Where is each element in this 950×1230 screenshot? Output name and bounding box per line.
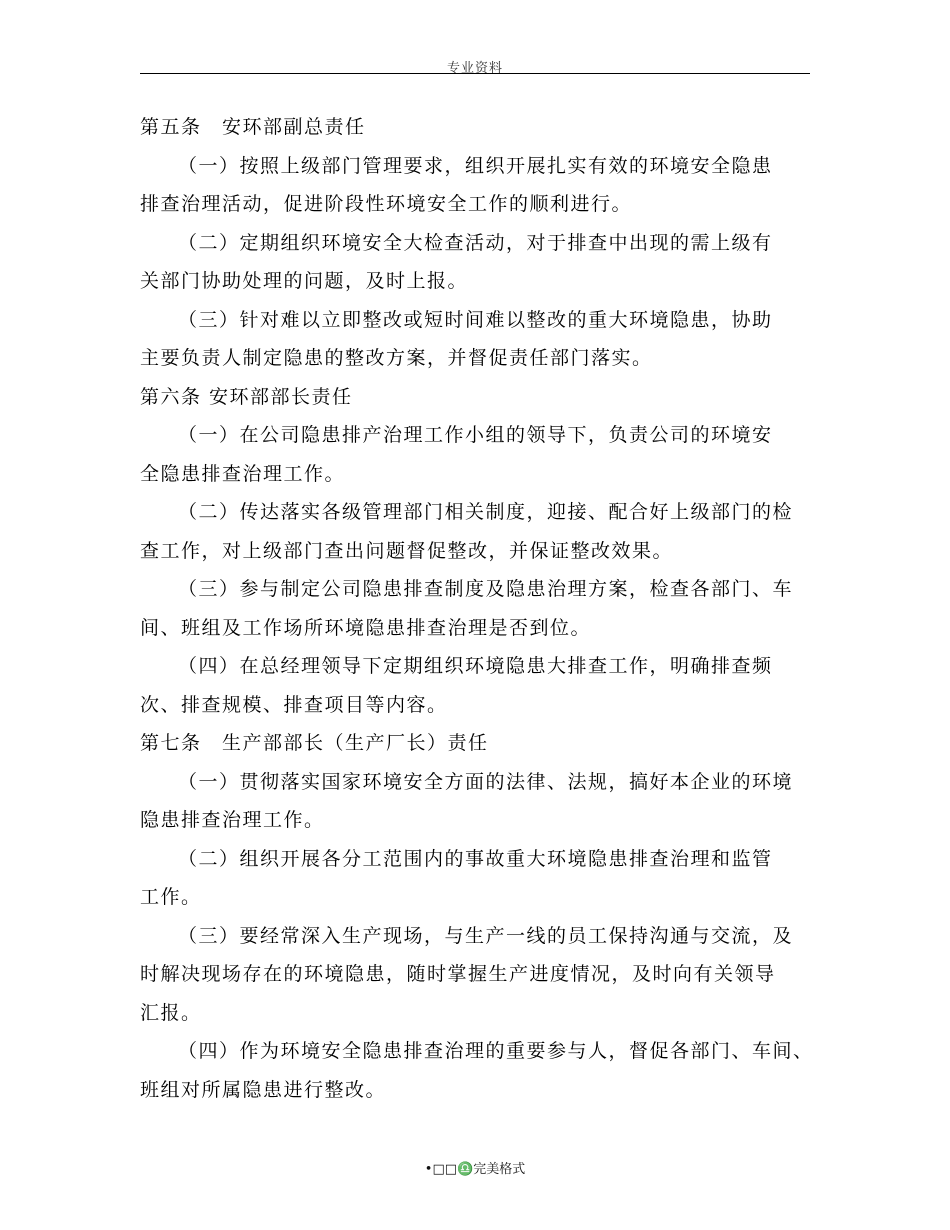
body-text-line: 隐患排查治理工作。 xyxy=(140,809,325,831)
article-title: 第六条 安环部部长责任 xyxy=(140,385,353,408)
body-text-line: （一）在公司隐患排产治理工作小组的领导下，负责公司的环境安 xyxy=(178,424,773,446)
article-title: 第五条 安环部副总责任 xyxy=(140,116,366,138)
body-text-line: 时解决现场存在的环境隐患，随时掌握生产进度情况，及时向有关领导 xyxy=(140,963,776,985)
body-text-line: 排查治理活动，促进阶段性环境安全工作的顺利进行。 xyxy=(140,193,633,215)
page-header: 专业资料 xyxy=(446,61,503,76)
document-body xyxy=(140,108,820,1109)
body-text-line: （二）组织开展各分工范围内的事故重大环境隐患排查治理和监管 xyxy=(178,847,773,870)
body-text-line: （三）针对难以立即整改或短时间难以整改的重大环境隐患，协助 xyxy=(178,308,773,331)
body-text-line: 关部门协助处理的问题，及时上报。 xyxy=(140,270,469,292)
body-text-line: 班组对所属隐患进行整改。 xyxy=(140,1078,387,1101)
body-text-line: （三）参与制定公司隐患排查制度及隐患治理方案，检查各部门、车 xyxy=(178,578,794,600)
body-text-line: 次、排查规模、排查项目等内容。 xyxy=(140,693,448,716)
body-text-line: 工作。 xyxy=(140,886,202,908)
page-footer: •□□♎完美格式 xyxy=(424,1162,526,1177)
body-text-line: （一）按照上级部门管理要求，组织开展扎实有效的环境安全隐患 xyxy=(178,154,773,177)
header-divider xyxy=(140,73,810,74)
body-text-line: （二）定期组织环境安全大检查活动，对于排查中出现的需上级有 xyxy=(178,231,773,254)
article-title: 第七条 生产部部长（生产厂长）责任 xyxy=(140,732,489,754)
body-text-line: 全隐患排查治理工作。 xyxy=(140,462,346,485)
body-text-line: （四）在总经理领导下定期组织环境隐患大排查工作，明确排查频 xyxy=(178,655,773,677)
body-text-line: 主要负责人制定隐患的整改方案，并督促责任部门落实。 xyxy=(140,347,653,369)
body-text-line: 间、班组及工作场所环境隐患排查治理是否到位。 xyxy=(140,616,592,639)
body-text-line: 汇报。 xyxy=(140,1001,202,1024)
body-text-line: （三）要经常深入生产现场，与生产一线的员工保持沟通与交流，及 xyxy=(178,924,794,947)
body-text-line: （二）传达落实各级管理部门相关制度，迎接、配合好上级部门的检 xyxy=(178,501,794,523)
body-text-line: （一）贯彻落实国家环境安全方面的法律、法规，搞好本企业的环境 xyxy=(178,770,794,793)
body-text-line: 查工作，对上级部门查出问题督促整改，并保证整改效果。 xyxy=(140,539,674,562)
body-text-line: （四）作为环境安全隐患排查治理的重要参与人，督促各部门、车间、 xyxy=(178,1040,814,1062)
